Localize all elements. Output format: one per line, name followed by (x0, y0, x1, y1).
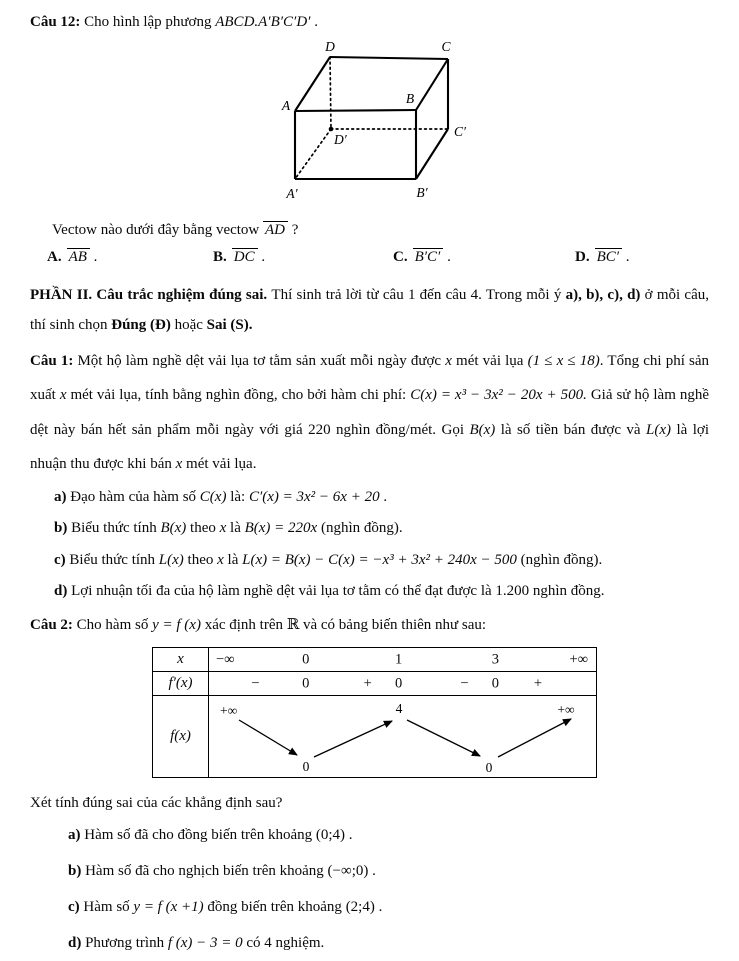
cube-labels (280, 39, 466, 201)
bbt-header-x: x (153, 648, 209, 671)
option-a-letter: A. (47, 248, 62, 265)
bbt-x-neg-inf: −∞ (216, 651, 235, 668)
q2-item-d: d) Phương trình f (x) − 3 = 0 có 4 nghiệm. (68, 935, 325, 952)
option-b (213, 248, 265, 266)
q12-options (30, 246, 709, 274)
q2-question: Xét tính đúng sai của các khẳng định sau? (30, 795, 283, 812)
q2-item-b: b) Hàm số đã cho nghịch biến trên khoảng (−∞;0) . (68, 863, 376, 880)
bbt-x-3: 3 (491, 651, 499, 668)
q1-item-b: b) Biểu thức tính B(x) theo x là B(x) = 220x (nghìn đồng). (54, 520, 403, 536)
q1-item-d: d) Lợi nhuận tối đa của hộ làm nghề dệt vải lụa tơ tằm có thể đạt được là 1.200 nghìn đồng. (54, 583, 605, 599)
bbt-f-min2: 0 (485, 760, 493, 776)
option-c-letter: C. (393, 248, 408, 265)
bbt-f-variation (209, 696, 596, 777)
vertex-label-a-prime: A′ (285, 185, 298, 201)
bbt-x-values (209, 648, 596, 671)
q12-question: Vectow nào dưới đây bằng vectow AD ? (52, 221, 299, 238)
q1-item-a: a) Đạo hàm của hàm số C(x) là: C′(x) = 3x² − 6x + 20 . (54, 488, 388, 505)
bbt-x-pos-inf: +∞ (569, 651, 588, 668)
vertex-d-prime-dot (328, 126, 333, 131)
option-c-period: . (447, 248, 451, 265)
option-d-vector: BC′ (595, 248, 622, 266)
bbt-header-f: f(x) (153, 696, 209, 777)
option-a (47, 248, 97, 266)
option-b-period: . (261, 248, 266, 265)
bbt-arrows (239, 719, 571, 757)
q1-item-c: c) Biểu thức tính L(x) theo x là L(x) = B(x) − C(x) = −x³ + 3x² + 240x − 500 (nghìn đồng). (54, 551, 603, 568)
option-c (393, 248, 451, 266)
part2-heading: PHẦN II. Câu trắc nghiệm đúng sai. Thí sinh trả lời từ câu 1 đến câu 4. Trong mỗi ý a), b), c), d) ở mỗi câu, thí sinh chọn Đúng (Đ) hoặc Sai (S). (30, 286, 709, 333)
bbt-sign-2: + (363, 675, 372, 692)
bbt-x-0: 0 (302, 651, 310, 668)
bbt-header-fprime: f′(x) (153, 672, 209, 695)
option-b-vector: DC (232, 248, 258, 266)
bbt-f-values (220, 701, 575, 775)
bbt-zero-3: 0 (491, 675, 499, 692)
bbt-sign-4: + (533, 675, 543, 692)
q2-item-a: a) Hàm số đã cho đồng biến trên khoảng (0;4) . (68, 827, 353, 844)
option-b-letter: B. (213, 248, 227, 265)
bbt-row-f (153, 696, 596, 777)
bbt-f-right-top: +∞ (557, 702, 575, 718)
cube-figure (278, 38, 478, 213)
bbt-f-min1: 0 (302, 759, 310, 775)
bbt-zero-1: 0 (302, 675, 310, 692)
bbt-x-1: 1 (395, 651, 403, 668)
bbt-f-left-top: +∞ (220, 703, 238, 719)
q2-item-c: c) Hàm số y = f (x +1) đồng biến trên khoảng (2;4) . (68, 899, 383, 916)
option-c-vector: B′C′ (413, 248, 444, 266)
option-a-period: . (93, 248, 98, 265)
option-d (575, 248, 630, 266)
vertex-label-b: B (405, 90, 414, 106)
bbt-f-max: 4 (395, 701, 403, 717)
bbt-row-x (153, 648, 596, 672)
vertex-label-c: C (440, 38, 451, 54)
vertex-label-b-prime: B′ (415, 184, 428, 200)
option-d-period: . (625, 248, 630, 265)
cube-svg (278, 38, 478, 208)
vertex-label-d: D (324, 38, 335, 54)
vertex-label-c-prime: C′ (453, 123, 466, 139)
q2-intro: Câu 2: Cho hàm số y = f (x) xác định trên ℝ và có bảng biến thiên như sau: (30, 616, 487, 633)
bbt-row-fprime (153, 672, 596, 696)
variation-table (152, 647, 597, 778)
cube-solid-edges (295, 57, 448, 179)
bbt-zero-2: 0 (395, 675, 403, 692)
option-d-letter: D. (575, 248, 590, 265)
vertex-label-a: A (281, 97, 290, 113)
bbt-arrows-svg (209, 696, 594, 777)
q12-title: Câu 12: Cho hình lập phương ABCD.A′B′C′D′ . (30, 14, 318, 30)
vertex-label-d-prime: D′ (333, 131, 347, 147)
bbt-sign-3: − (460, 675, 469, 692)
q1-intro: Câu 1: Một hộ làm nghề dệt vải lụa tơ tằm sản xuất mỗi ngày được x mét vải lụa (1 ≤ x ≤ 18). Tổng chi phí sản xuất x mét vải lụa, tính bằng nghìn đồng, cho bởi hàm chi phí: C(x) = x³ − 3x² − 20x + 500. Giả sử hộ làm nghề dệt này bán hết sản phẩm mỗi ngày với giá 220 nghìn đồng/mét. Gọi B(x) là số tiền bán được và L(x) là lợi nhuận thu được khi bán x mét vải lụa. (30, 352, 710, 472)
bbt-fprime-values (209, 672, 596, 695)
bbt-sign-1: − (251, 675, 260, 692)
option-a-vector: AB (67, 248, 90, 266)
